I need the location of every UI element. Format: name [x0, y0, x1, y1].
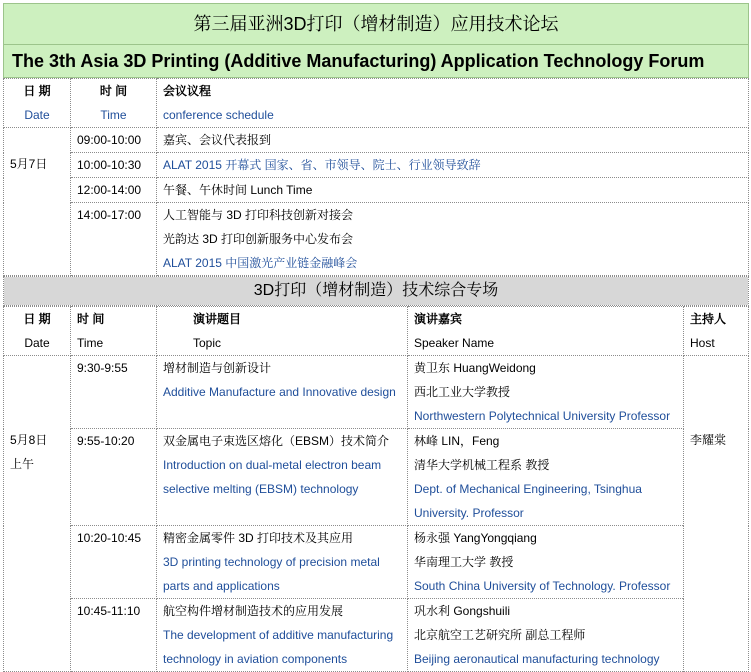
session-speaker-name: 巩水利 Gongshuili — [414, 604, 511, 618]
agenda-row — [4, 153, 749, 178]
agenda-time-header-en: Time — [100, 108, 127, 122]
session-topic-en: selective melting (EBSM) technology — [163, 482, 359, 496]
agenda-schedule-header-en: conference schedule — [163, 108, 274, 122]
agenda-header-row — [4, 79, 749, 128]
session-topic-en: Additive Manufacture and Innovative design — [163, 385, 396, 399]
session-speaker-affiliation: 西北工业大学教授 — [414, 385, 511, 399]
sessions-host-header-en: Host — [690, 336, 715, 350]
session-topic-en: technology in aviation components — [163, 652, 348, 666]
agenda-table — [3, 78, 749, 276]
session-speaker-name: 杨永强 YangYongqiang — [414, 531, 537, 545]
title-english: The 3th Asia 3D Printing (Additive Manufacturing) Application Technology Forum — [4, 45, 749, 78]
session-topic-cn: 航空构件增材制造技术的应用发展 — [163, 604, 344, 618]
sessions-header-row — [4, 307, 749, 356]
session-host: 李耀棠 — [690, 433, 727, 447]
sessions-table — [3, 306, 749, 672]
sessions-date-header-en: Date — [24, 336, 50, 350]
agenda-item-line: ALAT 2015 中国激光产业链金融峰会 — [163, 256, 358, 270]
session-speaker-affiliation: 清华大学机械工程系 教授 — [414, 458, 550, 472]
sessions-host-header-cn: 主持人 — [690, 312, 727, 326]
agenda-item-line: 人工智能与 3D 打印科技创新对接会 — [163, 208, 354, 222]
session-date: 5月8日 — [10, 433, 48, 447]
agenda-item-line: 光韵达 3D 打印创新服务中心发布会 — [163, 232, 354, 246]
sessions-topic-header-cn: 演讲题目 — [193, 312, 242, 326]
sessions-speaker-header-en: Speaker Name — [414, 336, 495, 350]
session-speaker-affiliation: 华南理工大学 教授 — [414, 555, 514, 569]
agenda-row — [4, 178, 749, 203]
session-topic-cn: 增材制造与创新设计 — [163, 361, 272, 375]
session-topic-en: The development of additive manufacturing — [163, 628, 394, 642]
session-row — [4, 599, 749, 672]
agenda-date: 5月7日 — [10, 157, 48, 171]
title-chinese: 第三届亚洲3D打印（增材制造）应用技术论坛 — [4, 4, 749, 45]
session-topic-cn: 双金属电子束选区熔化（EBSM）技术简介 — [163, 434, 390, 448]
session-speaker-name: 林峰 LIN，Feng — [414, 434, 500, 448]
agenda-item: ALAT 2015 开幕式 国家、省、市领导、院士、行业领导致辞 — [157, 153, 749, 178]
session-time: 10:20-10:45 — [71, 526, 157, 599]
session-speaker-title: Beijing aeronautical manufacturing technology — [414, 652, 660, 666]
session-speaker-title: Dept. of Mechanical Engineering, Tsinghua — [414, 482, 642, 496]
agenda-time-header-cn: 时 间 — [99, 84, 128, 98]
agenda-row — [4, 203, 749, 276]
agenda-row — [4, 128, 749, 153]
sessions-time-header-cn: 时 间 — [77, 312, 105, 326]
agenda-date-header-en: Date — [24, 108, 50, 122]
session-row — [4, 429, 749, 526]
agenda-time: 12:00-14:00 — [71, 178, 157, 203]
agenda-time: 09:00-10:00 — [71, 128, 157, 153]
sessions-topic-header-en: Topic — [193, 336, 222, 350]
session-topic-en: Introduction on dual-metal electron beam — [163, 458, 382, 472]
session-period: 上午 — [10, 457, 35, 471]
agenda-item: 午餐、午休时间 Lunch Time — [157, 178, 749, 203]
agenda-schedule-header-cn: 会议议程 — [163, 84, 212, 98]
agenda-item: 嘉宾、会议代表报到 — [157, 128, 749, 153]
session-speaker-title: Northwestern Polytechnical University Professor — [414, 409, 671, 423]
section-banner — [3, 276, 749, 306]
sessions-speaker-header-cn: 演讲嘉宾 — [414, 312, 463, 326]
session-time: 10:45-11:10 — [71, 599, 157, 672]
session-topic-en: 3D printing technology of precision metal — [163, 555, 380, 569]
agenda-date-header-cn: 日 期 — [23, 84, 51, 98]
session-topic-cn: 精密金属零件 3D 打印技术及其应用 — [163, 531, 354, 545]
session-time: 9:30-9:55 — [71, 356, 157, 429]
agenda-time: 14:00-17:00 — [71, 203, 157, 276]
session-row — [4, 356, 749, 429]
session-speaker-name: 黄卫东 HuangWeidong — [414, 361, 536, 375]
section-title: 3D打印（增材制造）技术综合专场 — [4, 277, 749, 306]
session-row — [4, 526, 749, 599]
session-speaker-affiliation: 北京航空工艺研究所 副总工程师 — [414, 628, 586, 642]
agenda-time: 10:00-10:30 — [71, 153, 157, 178]
sessions-time-header-en: Time — [77, 336, 104, 350]
forum-document — [3, 3, 748, 669]
session-time: 9:55-10:20 — [71, 429, 157, 526]
sessions-date-header-cn: 日 期 — [23, 312, 51, 326]
session-speaker-title: University. Professor — [414, 506, 524, 520]
title-table — [3, 3, 749, 78]
session-topic-en: parts and applications — [163, 579, 280, 593]
session-speaker-title: South China University of Technology. Professor — [414, 579, 671, 593]
